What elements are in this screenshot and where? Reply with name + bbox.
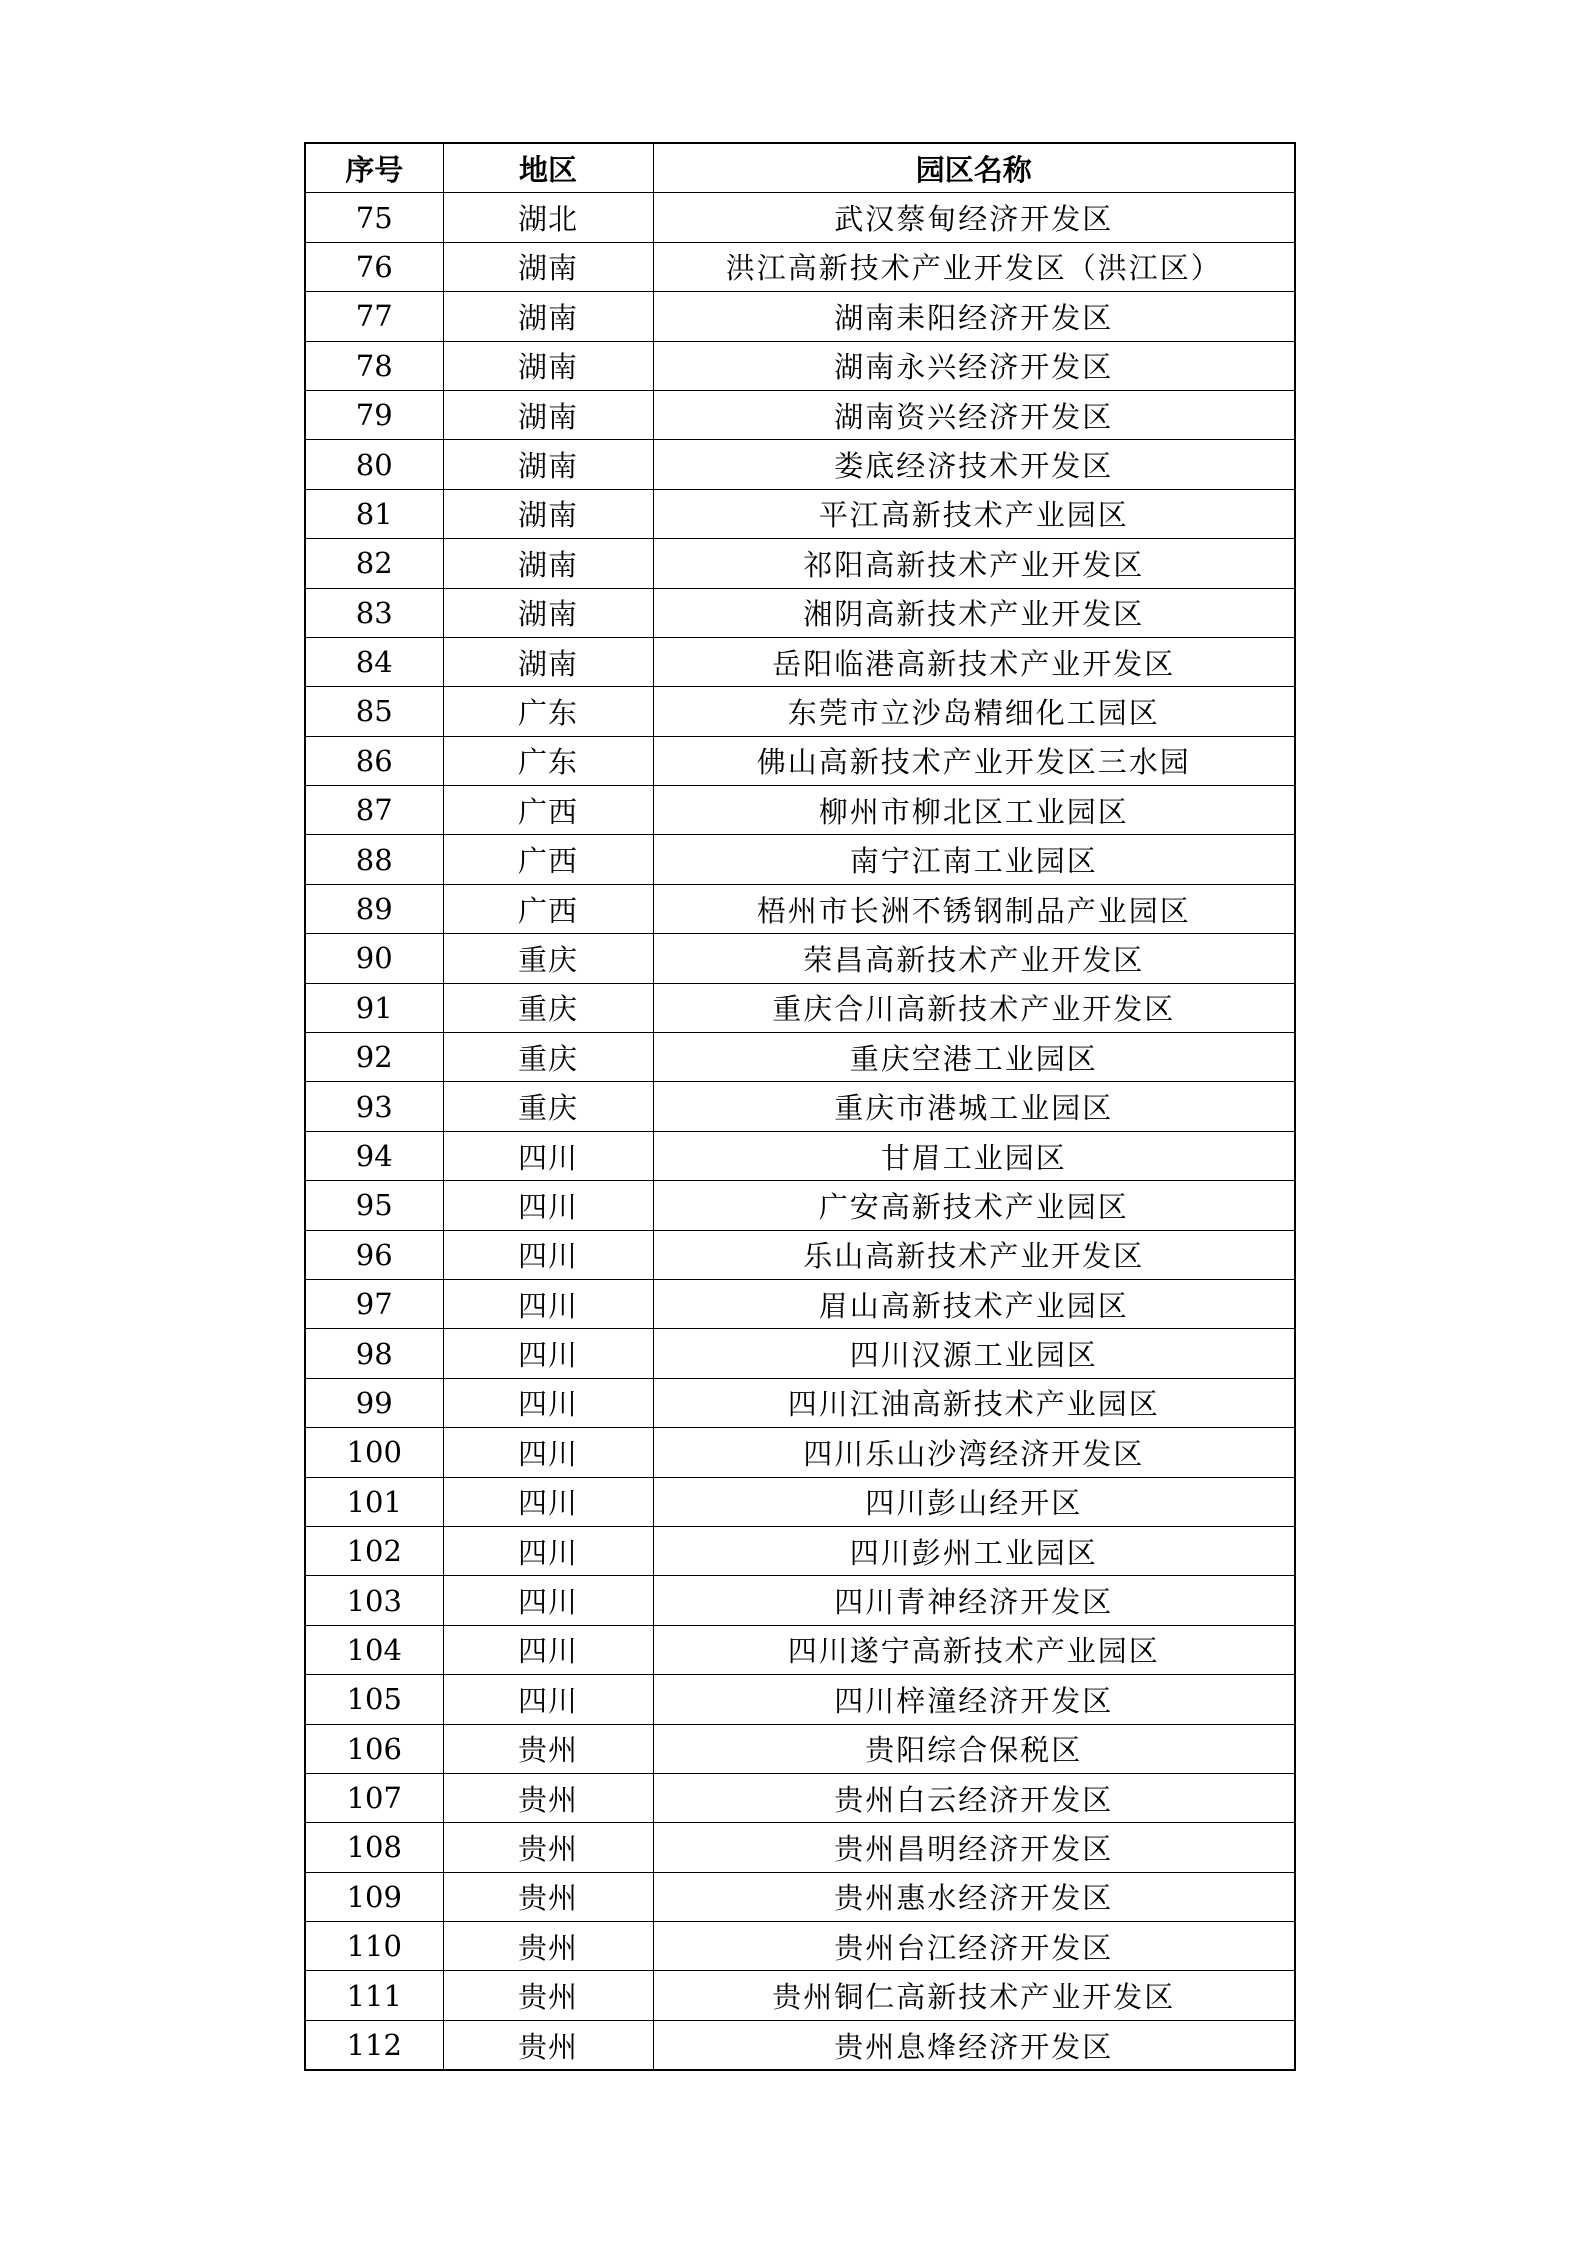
row-index-cell: 76	[305, 242, 443, 291]
row-park-name-cell: 广安高新技术产业园区	[653, 1181, 1295, 1230]
row-region-cell: 贵州	[443, 1823, 653, 1872]
row-region-cell: 重庆	[443, 934, 653, 983]
table-row	[305, 1428, 1295, 1477]
row-region-cell: 湖南	[443, 539, 653, 588]
table-row	[305, 983, 1295, 1032]
row-region-cell: 四川	[443, 1378, 653, 1427]
row-region-cell: 四川	[443, 1625, 653, 1674]
table-header-row	[305, 143, 1295, 193]
table-row	[305, 1724, 1295, 1773]
row-region-cell: 湖南	[443, 341, 653, 390]
table-row	[305, 2020, 1295, 2070]
row-index-cell: 87	[305, 786, 443, 835]
row-park-name-cell: 湖南资兴经济开发区	[653, 390, 1295, 439]
row-region-cell: 广东	[443, 736, 653, 785]
row-region-cell: 贵州	[443, 1922, 653, 1971]
row-index-cell: 109	[305, 1872, 443, 1921]
table-row	[305, 341, 1295, 390]
park-list-table	[304, 142, 1296, 2071]
table-row	[305, 1329, 1295, 1378]
row-park-name-cell: 湘阴高新技术产业开发区	[653, 588, 1295, 637]
row-index-cell: 83	[305, 588, 443, 637]
table-row	[305, 1823, 1295, 1872]
row-region-cell: 湖南	[443, 440, 653, 489]
row-park-name-cell: 武汉蔡甸经济开发区	[653, 193, 1295, 242]
row-region-cell: 四川	[443, 1576, 653, 1625]
row-park-name-cell: 四川彭山经开区	[653, 1477, 1295, 1526]
table-row	[305, 292, 1295, 341]
row-region-cell: 四川	[443, 1675, 653, 1724]
row-park-name-cell: 岳阳临港高新技术产业开发区	[653, 637, 1295, 686]
row-park-name-cell: 贵阳综合保税区	[653, 1724, 1295, 1773]
row-park-name-cell: 四川青神经济开发区	[653, 1576, 1295, 1625]
row-index-cell: 104	[305, 1625, 443, 1674]
table-row	[305, 390, 1295, 439]
row-index-cell: 98	[305, 1329, 443, 1378]
row-park-name-cell: 柳州市柳北区工业园区	[653, 786, 1295, 835]
table-row	[305, 1675, 1295, 1724]
column-header-index: 序号	[305, 143, 443, 193]
row-region-cell: 重庆	[443, 983, 653, 1032]
row-index-cell: 102	[305, 1526, 443, 1575]
table-row	[305, 440, 1295, 489]
row-index-cell: 110	[305, 1922, 443, 1971]
row-region-cell: 四川	[443, 1477, 653, 1526]
row-park-name-cell: 甘眉工业园区	[653, 1131, 1295, 1180]
row-index-cell: 82	[305, 539, 443, 588]
row-park-name-cell: 平江高新技术产业园区	[653, 489, 1295, 538]
table-row	[305, 1477, 1295, 1526]
row-index-cell: 90	[305, 934, 443, 983]
row-region-cell: 四川	[443, 1329, 653, 1378]
row-index-cell: 93	[305, 1082, 443, 1131]
table-row	[305, 835, 1295, 884]
table-row	[305, 1033, 1295, 1082]
table-row	[305, 1131, 1295, 1180]
table-row	[305, 934, 1295, 983]
table-row	[305, 489, 1295, 538]
row-park-name-cell: 荣昌高新技术产业开发区	[653, 934, 1295, 983]
row-region-cell: 四川	[443, 1279, 653, 1328]
row-park-name-cell: 梧州市长洲不锈钢制品产业园区	[653, 884, 1295, 933]
table-row	[305, 1082, 1295, 1131]
row-park-name-cell: 重庆合川高新技术产业开发区	[653, 983, 1295, 1032]
row-park-name-cell: 贵州铜仁高新技术产业开发区	[653, 1971, 1295, 2020]
table-row	[305, 539, 1295, 588]
row-park-name-cell: 四川江油高新技术产业园区	[653, 1378, 1295, 1427]
row-park-name-cell: 四川彭州工业园区	[653, 1526, 1295, 1575]
row-region-cell: 广西	[443, 835, 653, 884]
row-index-cell: 95	[305, 1181, 443, 1230]
row-park-name-cell: 贵州白云经济开发区	[653, 1773, 1295, 1822]
row-park-name-cell: 湖南耒阳经济开发区	[653, 292, 1295, 341]
table-row	[305, 884, 1295, 933]
row-park-name-cell: 祁阳高新技术产业开发区	[653, 539, 1295, 588]
table-row	[305, 193, 1295, 242]
row-park-name-cell: 四川遂宁高新技术产业园区	[653, 1625, 1295, 1674]
table-row	[305, 1526, 1295, 1575]
row-index-cell: 111	[305, 1971, 443, 2020]
table-row	[305, 242, 1295, 291]
row-region-cell: 四川	[443, 1526, 653, 1575]
row-region-cell: 重庆	[443, 1033, 653, 1082]
row-index-cell: 81	[305, 489, 443, 538]
row-region-cell: 广西	[443, 786, 653, 835]
table-row	[305, 1576, 1295, 1625]
row-park-name-cell: 东莞市立沙岛精细化工园区	[653, 687, 1295, 736]
row-index-cell: 97	[305, 1279, 443, 1328]
table-row	[305, 786, 1295, 835]
table-row	[305, 1773, 1295, 1822]
row-index-cell: 108	[305, 1823, 443, 1872]
row-region-cell: 广西	[443, 884, 653, 933]
row-park-name-cell: 重庆空港工业园区	[653, 1033, 1295, 1082]
table-row	[305, 1230, 1295, 1279]
row-park-name-cell: 娄底经济技术开发区	[653, 440, 1295, 489]
row-park-name-cell: 佛山高新技术产业开发区三水园	[653, 736, 1295, 785]
row-index-cell: 79	[305, 390, 443, 439]
row-index-cell: 112	[305, 2020, 443, 2070]
row-park-name-cell: 眉山高新技术产业园区	[653, 1279, 1295, 1328]
table-row	[305, 1625, 1295, 1674]
row-region-cell: 湖南	[443, 489, 653, 538]
table-row	[305, 1279, 1295, 1328]
row-park-name-cell: 湖南永兴经济开发区	[653, 341, 1295, 390]
row-region-cell: 广东	[443, 687, 653, 736]
row-park-name-cell: 四川梓潼经济开发区	[653, 1675, 1295, 1724]
table-row	[305, 1181, 1295, 1230]
table-row	[305, 1971, 1295, 2020]
row-index-cell: 78	[305, 341, 443, 390]
row-region-cell: 四川	[443, 1131, 653, 1180]
row-index-cell: 96	[305, 1230, 443, 1279]
row-region-cell: 四川	[443, 1181, 653, 1230]
row-index-cell: 105	[305, 1675, 443, 1724]
table-body	[305, 193, 1295, 2070]
row-park-name-cell: 重庆市港城工业园区	[653, 1082, 1295, 1131]
row-region-cell: 贵州	[443, 1872, 653, 1921]
row-index-cell: 88	[305, 835, 443, 884]
row-index-cell: 94	[305, 1131, 443, 1180]
table-row	[305, 637, 1295, 686]
row-index-cell: 103	[305, 1576, 443, 1625]
row-region-cell: 湖南	[443, 242, 653, 291]
table-row	[305, 588, 1295, 637]
column-header-region: 地区	[443, 143, 653, 193]
row-region-cell: 贵州	[443, 1773, 653, 1822]
row-index-cell: 92	[305, 1033, 443, 1082]
row-park-name-cell: 乐山高新技术产业开发区	[653, 1230, 1295, 1279]
table-row	[305, 736, 1295, 785]
row-region-cell: 湖北	[443, 193, 653, 242]
row-park-name-cell: 南宁江南工业园区	[653, 835, 1295, 884]
row-index-cell: 80	[305, 440, 443, 489]
row-park-name-cell: 四川汉源工业园区	[653, 1329, 1295, 1378]
row-region-cell: 贵州	[443, 2020, 653, 2070]
row-index-cell: 89	[305, 884, 443, 933]
row-index-cell: 107	[305, 1773, 443, 1822]
table-row	[305, 1872, 1295, 1921]
row-region-cell: 湖南	[443, 390, 653, 439]
row-park-name-cell: 贵州惠水经济开发区	[653, 1872, 1295, 1921]
row-index-cell: 99	[305, 1378, 443, 1427]
row-park-name-cell: 贵州息烽经济开发区	[653, 2020, 1295, 2070]
row-region-cell: 贵州	[443, 1971, 653, 2020]
row-region-cell: 湖南	[443, 637, 653, 686]
table-row	[305, 1378, 1295, 1427]
row-index-cell: 91	[305, 983, 443, 1032]
row-region-cell: 四川	[443, 1428, 653, 1477]
row-index-cell: 75	[305, 193, 443, 242]
row-index-cell: 86	[305, 736, 443, 785]
row-index-cell: 100	[305, 1428, 443, 1477]
row-region-cell: 湖南	[443, 292, 653, 341]
row-park-name-cell: 贵州台江经济开发区	[653, 1922, 1295, 1971]
row-park-name-cell: 贵州昌明经济开发区	[653, 1823, 1295, 1872]
row-index-cell: 101	[305, 1477, 443, 1526]
row-park-name-cell: 洪江高新技术产业开发区（洪江区）	[653, 242, 1295, 291]
row-region-cell: 湖南	[443, 588, 653, 637]
row-park-name-cell: 四川乐山沙湾经济开发区	[653, 1428, 1295, 1477]
row-index-cell: 106	[305, 1724, 443, 1773]
table-row	[305, 1922, 1295, 1971]
row-index-cell: 77	[305, 292, 443, 341]
row-index-cell: 84	[305, 637, 443, 686]
row-region-cell: 四川	[443, 1230, 653, 1279]
table-row	[305, 687, 1295, 736]
row-index-cell: 85	[305, 687, 443, 736]
column-header-park-name: 园区名称	[653, 143, 1295, 193]
row-region-cell: 贵州	[443, 1724, 653, 1773]
row-region-cell: 重庆	[443, 1082, 653, 1131]
